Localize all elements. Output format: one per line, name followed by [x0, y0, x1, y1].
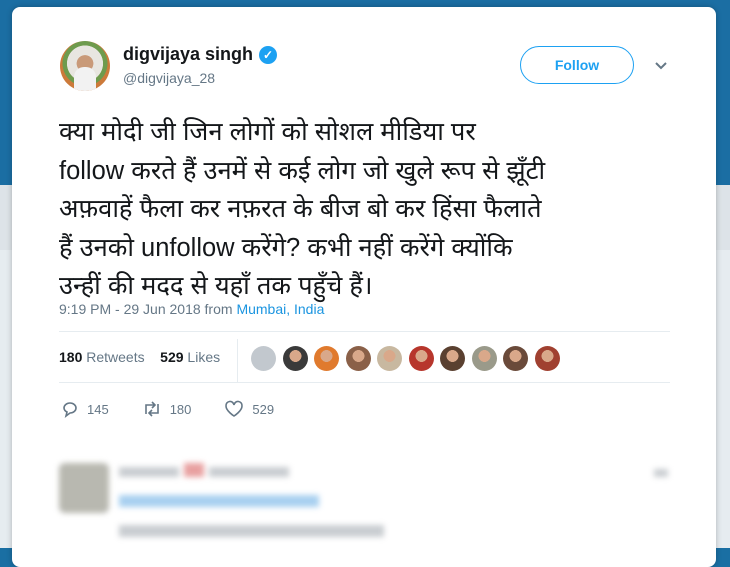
tweet-stats	[59, 349, 220, 365]
tweet-timestamp	[59, 301, 324, 317]
like-count: 529	[252, 401, 275, 417]
heart-icon	[224, 400, 244, 418]
reply-action[interactable]	[61, 400, 109, 418]
reply-count: 145	[87, 401, 109, 417]
liker-avatar[interactable]	[503, 346, 528, 371]
divider	[59, 382, 670, 383]
tweet-actions	[61, 400, 307, 418]
likes-stat[interactable]	[160, 349, 220, 365]
liker-avatar[interactable]	[535, 346, 560, 371]
retweets-count: 180	[59, 349, 83, 365]
follow-button[interactable]: Follow	[520, 46, 634, 84]
tweet-text: क्या मोदी जी जिन लोगों को सोशल मीडिया पर follow करते हैं उनमें से कई लोग जो खुले रूप से झूँटी अफ़वाहें फैला कर नफ़रत के बीज बो कर हिंसा फैलाते हैं उनको unfollow करेंगे? कभी नहीं करेंगे क्योंकि उन्हीं की मदद से यहाँ तक पहुँचे हैं।	[59, 118, 546, 300]
tweet-time[interactable]: 9:19 PM - 29 Jun 2018 from	[59, 301, 237, 317]
liker-avatar[interactable]	[314, 346, 339, 371]
liker-avatar[interactable]	[377, 346, 402, 371]
location-link[interactable]: Mumbai, India	[236, 301, 325, 317]
liker-avatar[interactable]	[409, 346, 434, 371]
liker-avatars	[251, 346, 560, 371]
user-name-text[interactable]: digvijaya singh	[123, 44, 254, 64]
reply-icon	[61, 400, 79, 418]
retweet-count: 180	[169, 401, 192, 417]
liker-avatar[interactable]	[440, 346, 465, 371]
verified-badge-icon: ✓	[259, 46, 277, 64]
retweet-icon	[142, 400, 162, 418]
tweet-card	[12, 7, 716, 567]
avatar[interactable]	[60, 41, 110, 91]
chevron-down-icon[interactable]	[654, 59, 668, 73]
liker-avatar[interactable]	[346, 346, 371, 371]
user-name[interactable]	[123, 44, 277, 65]
liker-avatar[interactable]	[472, 346, 497, 371]
likes-label: Likes	[187, 349, 221, 365]
stats-divider	[237, 339, 238, 383]
retweets-stat[interactable]	[59, 349, 145, 365]
likes-count: 529	[160, 349, 184, 365]
retweets-label: Retweets	[86, 349, 145, 365]
user-handle[interactable]: @digvijaya_28	[123, 70, 216, 86]
divider	[59, 331, 670, 332]
liker-avatar[interactable]	[283, 346, 308, 371]
blurred-reply	[59, 455, 679, 555]
liker-avatar[interactable]	[251, 346, 276, 371]
like-action[interactable]	[224, 400, 274, 418]
retweet-action[interactable]	[142, 400, 192, 418]
